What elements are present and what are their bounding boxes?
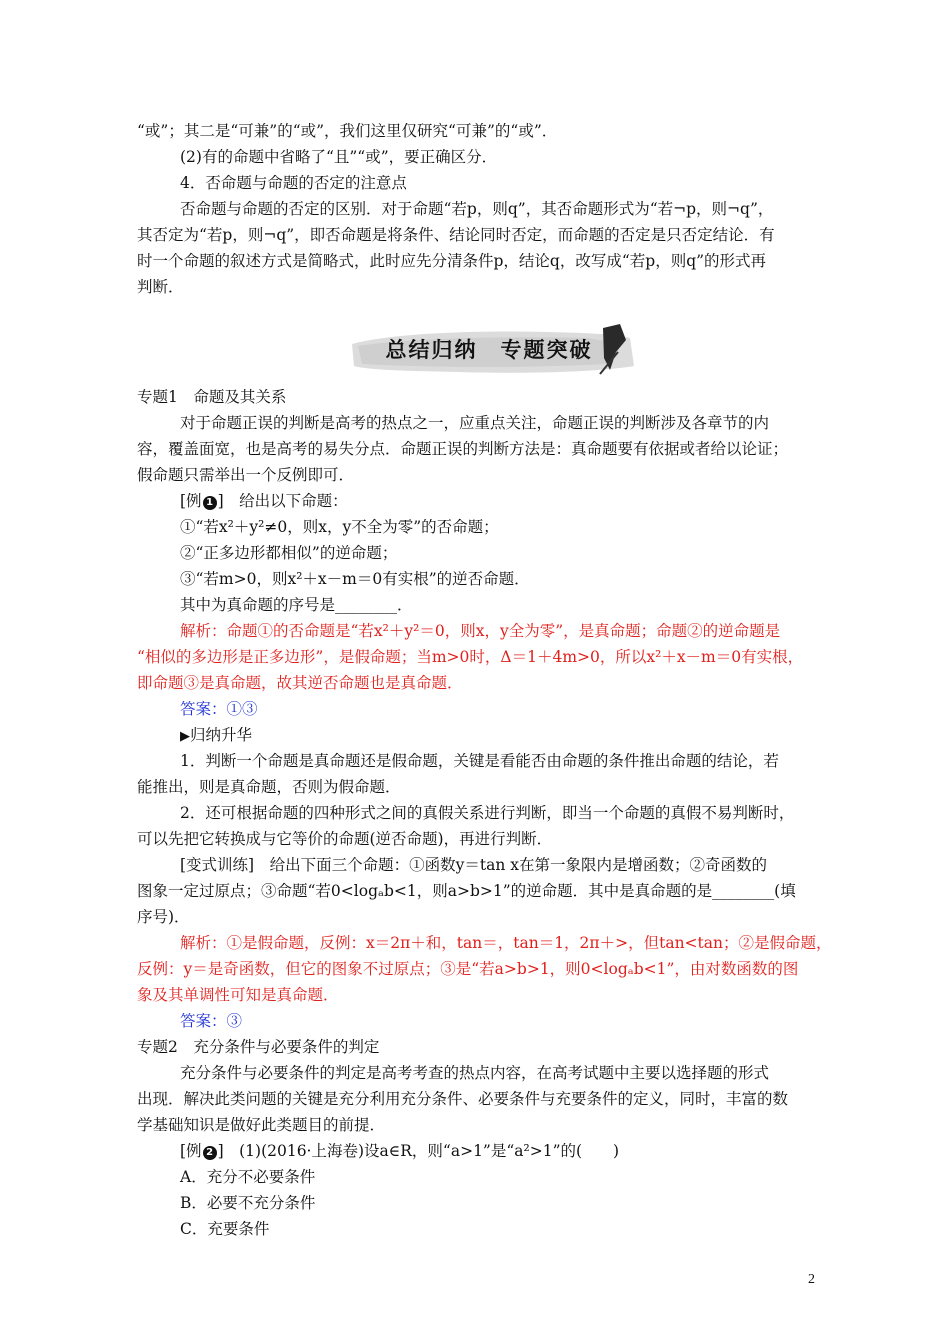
- solution-line: 即命题③是真命题，故其逆否命题也是真命题．: [137, 674, 463, 692]
- page-number: 2: [808, 1272, 815, 1287]
- text-line: ①“若x²＋y²≠0，则x，y不全为零”的否命题；: [180, 518, 499, 536]
- summary-heading: [180, 723, 817, 749]
- text-line: 时一个命题的叙述方式是简略式，此时应先分清条件p，结论q，改写成“若p，则q”的形式再: [137, 252, 767, 270]
- example-line: [180, 1139, 817, 1163]
- text-line: 序号)．: [137, 908, 190, 926]
- text-line: 对于命题正误的判断是高考的热点之一，应重点关注，命题正误的判断涉及各章节的内: [180, 414, 770, 432]
- example-text: ] 给出以下命题：: [217, 492, 348, 510]
- text-line: 充分条件与必要条件的判定是高考考查的热点内容，在高考试题中主要以选择题的形式: [180, 1064, 770, 1082]
- answer-line: 答案：①③: [180, 700, 258, 718]
- example-line: [180, 489, 817, 513]
- text-line: 其否定为“若p，则¬q”，即否命题是将条件、结论同时否定，而命题的否定是只否定结论．有: [137, 226, 775, 244]
- text-line: 2．还可根据命题的四种形式之间的真假关系进行判断，即当一个命题的真假不易判断时，: [180, 804, 795, 822]
- text-line: 出现．解决此类问题的关键是充分利用充分条件、必要条件与充要条件的定义，同时，丰富的数: [137, 1090, 789, 1108]
- text-line: 4．否命题与命题的否定的注意点: [180, 174, 407, 192]
- text-line: “或”；其二是“可兼”的“或”，我们这里仅研究“可兼”的“或”．: [137, 122, 558, 140]
- solution-line: 反例：y＝是奇函数，但它的图象不过原点；③是“若a>b>1，则0<logₐb<1”，由对数函数的图: [137, 960, 799, 978]
- text-line: ②“正多边形都相似”的逆命题；: [180, 544, 398, 562]
- example-number-badge: 1: [203, 496, 217, 510]
- text-line: 图象一定过原点；③命题“若0<logₐb<1，则a>b>1”的逆命题．其中是真命题的是________(填: [137, 882, 796, 900]
- text-line: [变式训练] 给出下面三个命题：①函数y＝tan x在第一象限内是增函数；②奇函数的: [180, 856, 767, 874]
- text-line: ③“若m>0，则x²＋x－m＝0有实根”的逆否命题．: [180, 570, 530, 588]
- solution-line: “相似的多边形是正多边形”，是假命题；当m>0时，Δ＝1＋4m>0，所以x²＋x－m＝0有实根，: [137, 648, 804, 666]
- text-line: 学基础知识是做好此类题目的前提．: [137, 1116, 386, 1134]
- choice-a: A．充分不必要条件: [180, 1168, 316, 1186]
- solution-line: 解析：①是假命题，反例：x＝2π＋和，tan＝，tan＝1，2π＋>，但tan<tan；②是假命题，: [180, 934, 832, 952]
- choice-c: C．充要条件: [180, 1220, 270, 1238]
- solution-line: 解析：命题①的否命题是“若x²＋y²＝0，则x，y全为零”，是真命题；命题②的逆命题是: [180, 622, 781, 640]
- example-prefix: [例: [180, 492, 202, 510]
- example-text: ] (1)(2016·上海卷)设a∈R，则“a>1”是“a²>1”的( ): [217, 1142, 620, 1160]
- example-number-badge: 2: [203, 1146, 217, 1160]
- section-banner: [348, 322, 640, 382]
- text-line: 否命题与命题的否定的区别．对于命题“若p，则q”，其否命题形式为“若¬p，则¬q”，: [180, 200, 774, 218]
- triangle-marker-icon: ▶: [180, 729, 190, 744]
- question-line: 其中为真命题的序号是________．: [180, 596, 413, 614]
- text-line: 假命题只需举出一个反例即可．: [137, 466, 355, 484]
- topic-heading: 专题2 充分条件与必要条件的判定: [137, 1038, 380, 1056]
- text-line: 容，覆盖面宽，也是高考的易失分点．命题正误的判断方法是：真命题要有依据或者给以论证；: [137, 440, 789, 458]
- topic-heading: 专题1 命题及其关系: [137, 388, 287, 406]
- solution-line: 象及其单调性可知是真命题．: [137, 986, 339, 1004]
- text-line: 可以先把它转换成与它等价的命题(逆否命题)，再进行判断．: [137, 830, 553, 848]
- text-line: 1．判断一个命题是真命题还是假命题，关键是看能否由命题的条件推出命题的结论，若: [180, 752, 779, 770]
- summary-title: 归纳升华: [190, 726, 253, 744]
- answer-line: 答案：③: [180, 1012, 243, 1030]
- section-title: 总结归纳 专题突破: [385, 338, 593, 362]
- choice-b: B．必要不充分条件: [180, 1194, 316, 1212]
- text-line: 能推出，则是真命题，否则为假命题．: [137, 778, 401, 796]
- example-prefix: [例: [180, 1142, 202, 1160]
- text-line: (2)有的命题中省略了“且”“或”，要正确区分．: [180, 148, 498, 166]
- text-line: 判断．: [137, 278, 184, 296]
